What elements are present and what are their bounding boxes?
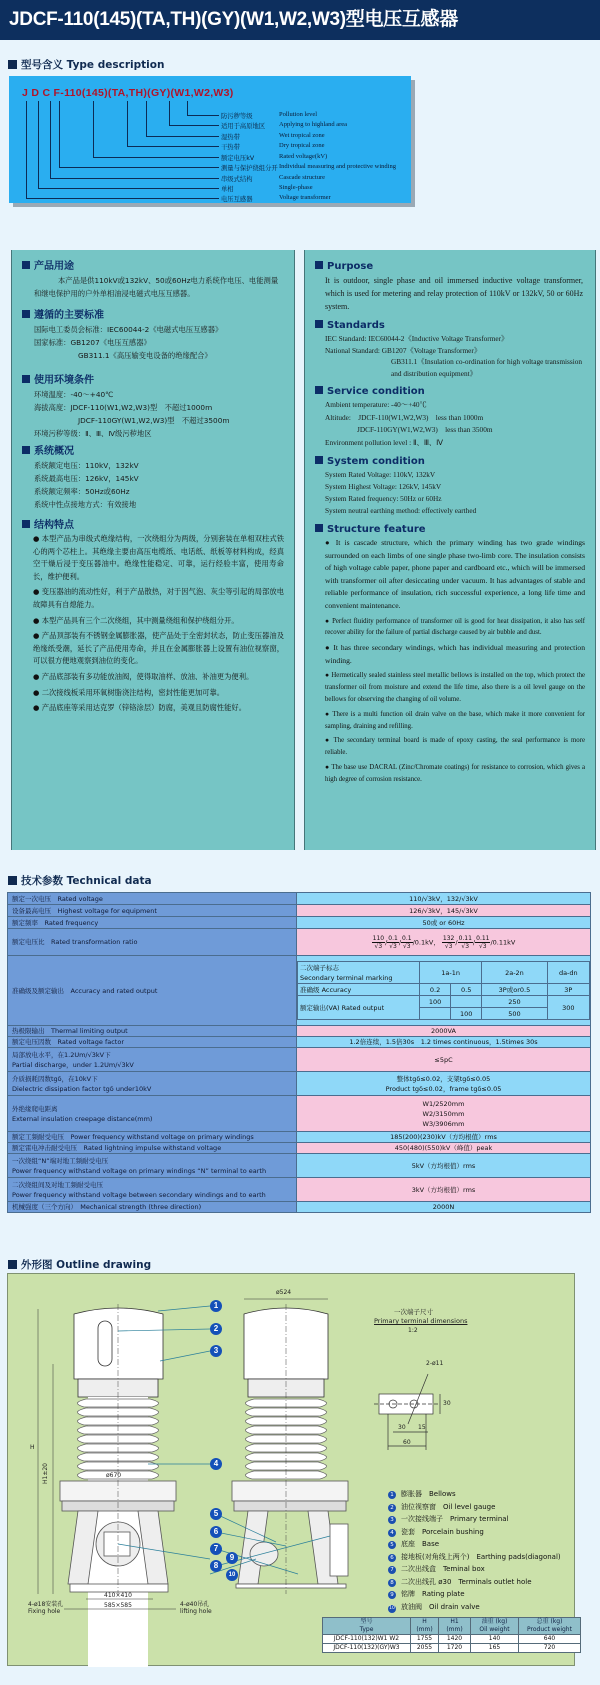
- square-bullet-icon: [8, 876, 17, 885]
- standards-line: National Standard: GB1207《Voltage Transformer》: [325, 345, 482, 355]
- structure-bullet: ● 本型产品为串级式绝缘结构，一次绕组分为两级，分别套装在单相双柱式铁心的两个芯柱上。其绝缘主要由高压电缆纸、电话纸、纸板等材料构成，经真空干燥后浸于变压器油中。绝缘性能稳定、可靠，运行经验丰富，使用寿命长，维护便利。: [33, 534, 285, 581]
- table-row: 二次绕组间及对地工频耐受电压 Power frequency withstand voltage between secondary windings and to earth 3kV（方均根值）rms: [8, 1178, 591, 1202]
- callout-4: 4: [210, 1458, 222, 1470]
- legend-item: 9 铭牌 Rating plate: [388, 1588, 561, 1601]
- terminal-scale: 1:2: [408, 1327, 418, 1334]
- square-bullet-icon: [8, 1260, 17, 1269]
- system-line: System Highest Voltage: 126kV, 145kV: [325, 482, 442, 491]
- dim-h1: H1±20: [42, 1463, 49, 1484]
- service-line: Ambient temperature: -40～+40℃: [325, 400, 427, 409]
- callout-2: 2: [210, 1323, 222, 1335]
- standards-heading-zh: 遵循的主要标准: [22, 309, 284, 323]
- table-row: 介质损耗因数tgδ，在10kV下 Dielectric dissipation factor tgδ under10kV 整体tgδ≤0.02，支架tgδ≤0.05 Product tgδ≤0.02，frame tgδ≤0.05: [8, 1072, 591, 1096]
- system-line: System Rated Voltage: 110kV, 132kV: [325, 470, 436, 479]
- square-bullet-icon: [315, 320, 323, 328]
- purpose-heading-zh: 产品用途: [22, 260, 284, 274]
- structure-bullet: ● Perfect fluidity performance of transformer oil is good for heat dissipation, it also has self recover ability for the failure of partial discharge caused by air bubble and dust.: [325, 617, 585, 637]
- service-line: JDCF-110GY(W1,W2,W3)型 不超过3500m: [78, 416, 230, 425]
- structure-bullet: ● It is cascade structure, which the primary winding has two grade windings surrounded on each limbs of one single phase two-limb core. The insulation consists of high voltage cable paper, phone paper and cardboard etc., which will be immersed with transformer oil after desiccating under vacuum. It has advantages of stable and reliable performance of insulation, rich successful experience, a long life time and convenient maintenance.: [325, 538, 585, 610]
- terminal-d15: 15: [418, 1424, 426, 1431]
- table-row: JDCF-110(132)(GY)W3 2055 1720 165 720: [323, 1644, 581, 1653]
- outline-drawing-heading: 外形图 Outline drawing: [8, 1257, 151, 1272]
- fixing-hole-en: Fixing hole: [28, 1608, 61, 1615]
- system-heading-en: System condition: [315, 455, 585, 469]
- structure-bullet: ● Hermetically sealed stainless steel metallic bellows is installed on the top, which protect the transformer oil from moisture and extend the life time, also there is a oil level gauge on the bellows for observing the changing of oil volume.: [325, 672, 586, 703]
- structure-bullet: ● The base use DACRAL (Zinc/Chromate coatings) for resistance to corrosion, which gives a high degree of corrosion resistance.: [325, 763, 585, 783]
- table-row: 额定工频耐受电压 Power frequency withstand voltage on primary windings 185(200)(230)kV（方均根值）rms: [8, 1132, 591, 1143]
- system-line: System neutral earthing method: effectively earthed: [325, 506, 477, 515]
- standards-heading-en: Standards: [315, 319, 585, 333]
- structure-bullet: ● There is a multi function oil drain valve on the base, which make it more convenient for sampling, draining and refilling.: [325, 710, 585, 730]
- callout-9: 9: [226, 1552, 238, 1564]
- lifting-hole-en: lifting hole: [180, 1608, 212, 1615]
- terminal-d30: 30: [398, 1424, 406, 1431]
- parts-legend: [388, 1488, 561, 1613]
- callout-10: 10: [226, 1569, 238, 1581]
- structure-bullet: ● 二次接线板采用环氧树脂浇注结构，密封性能更加可靠。: [33, 687, 225, 697]
- standards-line: GB311.1《高压输变电设备的绝缘配合》: [78, 351, 212, 360]
- legend-item: 6 接地板(对角线上两个) Earthing pads(diagonal): [388, 1551, 561, 1564]
- bellows-shape: [74, 1308, 163, 1379]
- structure-bullet: ● 产品底部装有多功能放油阀，使得取油样、放油、补油更为便利。: [33, 671, 254, 681]
- accuracy-subtable-cell: [297, 956, 591, 1026]
- service-heading-en: Service condition: [315, 385, 585, 399]
- table-row: 额定电压比 Rated transformation ratio $\frac{110}{√3}$ / $\frac{0.1}{√3}$ / $\frac{0.1}{√3}$ /0.1kV， $\frac{132}{√3}$ / $\frac{0.11}{√3}$ / $\frac{0.11}{√3}$ /0.11kV: [8, 929, 591, 956]
- structure-bullet: ● 产品顶部装有不锈钢金属膨胀器，使产品处于全密封状态，防止变压器油及绝缘纸受潮，延长了产品使用寿命，并且在金属膨胀器上设置有油位视察窗，可以很方便地观察到油位的变化。: [33, 631, 285, 666]
- legend-item: 2 油位视察窗 Oil level gauge: [388, 1501, 561, 1514]
- structure-heading-zh: 结构特点: [22, 519, 284, 533]
- transformation-ratio: $\frac{110}{√3}$ / $\frac{0.1}{√3}$ / $\frac{0.1}{√3}$ /0.1kV， $\frac{132}{√3}$ / $\frac{0.11}{√3}$ / $\frac{0.11}{√3}$ /0.11kV: [297, 929, 591, 956]
- system-line: System Rated frequency: 50Hz or 60Hz: [325, 494, 442, 503]
- square-bullet-icon: [22, 261, 30, 269]
- legend-item: 5 底座 Base: [388, 1538, 561, 1551]
- structure-bullet: ● It has three secondary windings, which has individual measuring and protection winding.: [325, 643, 585, 665]
- system-line: 系统中性点接地方式：有效接地: [34, 500, 137, 509]
- table-row: 额定频率 Rated frequency 50或 or 60Hz: [8, 917, 591, 929]
- table-row: 准确级及额定输出 Accuracy and rated output 二次端子标志 Secondary terminal marking 1a-1n 2a-2n da-dn 准确级 Accuracy 0.2 0.5 3P或or0.5 3P 额定输出(VA) Rated output 100 250 300 100 500: [8, 956, 591, 1026]
- table-row: 机械强度（三个方向） Mechanical strength (three direction) 2000N: [8, 1202, 591, 1213]
- table-row: 额定雷电冲击耐受电压 Rated lightning impulse withstand voltage 450(480)(550)kV（峰值）peak: [8, 1143, 591, 1154]
- square-bullet-icon: [315, 261, 323, 269]
- callout-5: 5: [210, 1508, 222, 1520]
- legend-item: 4 瓷套 Porcelain bushing: [388, 1526, 561, 1539]
- fixing-hole-zh: 4-ø18安装孔: [28, 1601, 64, 1608]
- callout-1: 1: [210, 1300, 222, 1312]
- square-bullet-icon: [22, 446, 30, 454]
- standards-line: GB311.1《Insulation co-ordination for high voltage transmission and distribution equipment》: [391, 357, 583, 378]
- table-row: 局部放电水平，在1.2Um/√3kV下 Partial discharge，under 1.2Um/√3kV ≤5pC: [8, 1048, 591, 1072]
- service-line: Environment pollution level : Ⅱ、Ⅲ、Ⅳ: [325, 437, 443, 447]
- terminal-title-en: Primary terminal dimensions: [374, 1317, 468, 1325]
- dim-diameter-670: ø670: [106, 1472, 122, 1479]
- table-header-row: 型号 Type H (mm) H1 (mm) 油重 (kg) Oil weight 总重 (kg) Product weight: [323, 1618, 581, 1635]
- chinese-info-panel: [11, 250, 295, 850]
- structure-bullet: ● 变压器油的流动性好，利于产品散热，对于因气泡、灰尘等引起的局部放电故障具有自熄能力。: [33, 587, 285, 609]
- page-title: JDCF-110(145)(TA,TH)(GY)(W1,W2,W3)型电压互感器: [0, 0, 600, 40]
- dimensions-table: [322, 1617, 581, 1653]
- technical-data-heading: 技术参数 Technical data: [8, 873, 152, 888]
- type-description-title: 型号含义 Type description: [21, 59, 165, 71]
- service-heading-zh: 使用环境条件: [22, 374, 284, 388]
- callout-6: 6: [210, 1526, 222, 1538]
- table-row: 额定电压因数 Rated voltage factor 1.2倍连续，1.5倍30s 1.2 times continuous，1.5times 30s: [8, 1037, 591, 1048]
- table-row: JDCF-110(132)W1 W2 1755 1420 140 640: [323, 1635, 581, 1644]
- square-bullet-icon: [22, 520, 30, 528]
- purpose-heading-en: Purpose: [315, 260, 585, 274]
- dim-diameter-524: ø524: [276, 1289, 292, 1296]
- service-line: Altitude: JDCF-110(W1,W2,W3) less than 1000m: [325, 412, 484, 422]
- standards-line: 国家标准：GB1207《电压互感器》: [34, 338, 151, 347]
- service-line: 海拔高度：JDCF-110(W1,W2,W3)型 不超过1000m: [34, 403, 213, 412]
- purpose-text-zh: 本产品是供110kV或132kV、50或60Hz电力系统作电压、电能测量和继电保护用的户外单相油浸电磁式电压互感器。: [34, 276, 279, 298]
- table-row: 热极限输出 Thermal limiting output 2000VA: [8, 1026, 591, 1037]
- callout-7: 7: [210, 1543, 222, 1555]
- square-bullet-icon: [315, 524, 323, 532]
- purpose-text-en: It is outdoor, single phase and oil immersed inductive voltage transformer, which is used for metering and relay protection of 110kV or 132kV, 50 or 60Hz system.: [325, 276, 583, 311]
- legend-item: 3 一次接线端子 Primary terminal: [388, 1513, 561, 1526]
- structure-bullet: ● The secondary terminal board is made of epoxy casting, the seal performance is more reliable.: [325, 737, 585, 757]
- system-heading-zh: 系统概况: [22, 445, 284, 459]
- dim-base-410: 410×410: [104, 1592, 132, 1599]
- english-info-panel: [304, 250, 596, 850]
- structure-bullet: ● 产品底座等采用达克罗（锌铬涂层）防腐，美观且防腐性能好。: [33, 703, 246, 713]
- system-line: 系统额定频率：50Hz或60Hz: [34, 487, 130, 496]
- table-row: 一次绕组“N”端对地工频耐受电压 Power frequency withstand voltage on primary windings “N” terminal to earth 5kV（方均根值）rms: [8, 1154, 591, 1178]
- terminal-d60: 60: [403, 1439, 411, 1446]
- terminal-h30: 30: [443, 1400, 451, 1407]
- structure-bullet: ● 本型产品具有三个二次绕组，其中测量绕组和保护绕组分开。: [33, 615, 239, 625]
- square-bullet-icon: [22, 375, 30, 383]
- table-row: 外绝缘爬电距离 External insulation creepage distance(mm) W1/2520mm W2/3150mm W3/3906mm: [8, 1096, 591, 1132]
- square-bullet-icon: [8, 60, 17, 69]
- square-bullet-icon: [315, 456, 323, 464]
- legend-item: 10 放油阀 Oil drain valve: [389, 1602, 480, 1611]
- standards-line: IEC Standard: IEC60044-2《Inductive Voltage Transformer》: [325, 334, 509, 343]
- system-line: 系统额定电压：110kV，132kV: [34, 461, 139, 470]
- service-line: 环境污秽等级：Ⅱ、Ⅲ、Ⅳ级污秽地区: [34, 429, 152, 438]
- callout-8: 8: [210, 1560, 222, 1572]
- system-line: 系统最高电压：126kV，145kV: [34, 474, 139, 483]
- technical-data-table: [7, 892, 591, 1213]
- accuracy-subtable: 二次端子标志 Secondary terminal marking 1a-1n 2a-2n da-dn 准确级 Accuracy 0.2 0.5 3P或or0.5 3P 额定输出(VA) Rated output 100 250 300 100 500: [297, 961, 590, 1020]
- type-description-box: J D C F-110(145)(TA,TH)(GY)(W1,W2,W3) 防污秽等级 Pollution level 适用于高原地区 Applying to highland area 湿热带 Wet tropical zone 干热带 Dry tropical zone 额定电压kV Rated voltage(kV) 测量与保护绕组分开 Individual measuring and protective winding 串级式结构 Cascade structure 单相 Single-phase 电压互感器 Voltage transformer: [9, 76, 411, 203]
- lifting-hole-zh: 4-ø40吊孔: [180, 1601, 210, 1608]
- table-row: 额定一次电压 Rated voltage 110/√3kV，132/√3kV: [8, 893, 591, 905]
- callout-3: 3: [210, 1345, 222, 1357]
- square-bullet-icon: [22, 310, 30, 318]
- structure-heading-en: Structure feature: [315, 523, 585, 537]
- terminal-title-zh: 一次端子尺寸: [394, 1308, 433, 1316]
- type-description-heading: [8, 57, 164, 72]
- service-line: 环境温度：-40～+40℃: [34, 390, 114, 399]
- square-bullet-icon: [315, 386, 323, 394]
- legend-item: 7 二次出线盒 Teminal box: [388, 1563, 561, 1576]
- legend-item: 8 二次出线孔 ø30 Terminals outlet hole: [388, 1576, 561, 1589]
- service-line: JDCF-110GY(W1,W2,W3) less than 3500m: [357, 425, 493, 434]
- standards-line: 国际电工委员会标准：IEC60044-2《电磁式电压互感器》: [34, 325, 223, 334]
- legend-item: 1 膨胀器 Bellows: [388, 1488, 561, 1501]
- type-code: J D C F-110(145)(TA,TH)(GY)(W1,W2,W3): [22, 87, 234, 99]
- dim-h: H: [30, 1444, 35, 1451]
- dim-base-585: 585×585: [104, 1602, 132, 1609]
- table-row: 设备最高电压 Highest voltage for equipment 126/√3kV，145/√3kV: [8, 905, 591, 917]
- terminal-holes: 2-ø11: [426, 1360, 444, 1367]
